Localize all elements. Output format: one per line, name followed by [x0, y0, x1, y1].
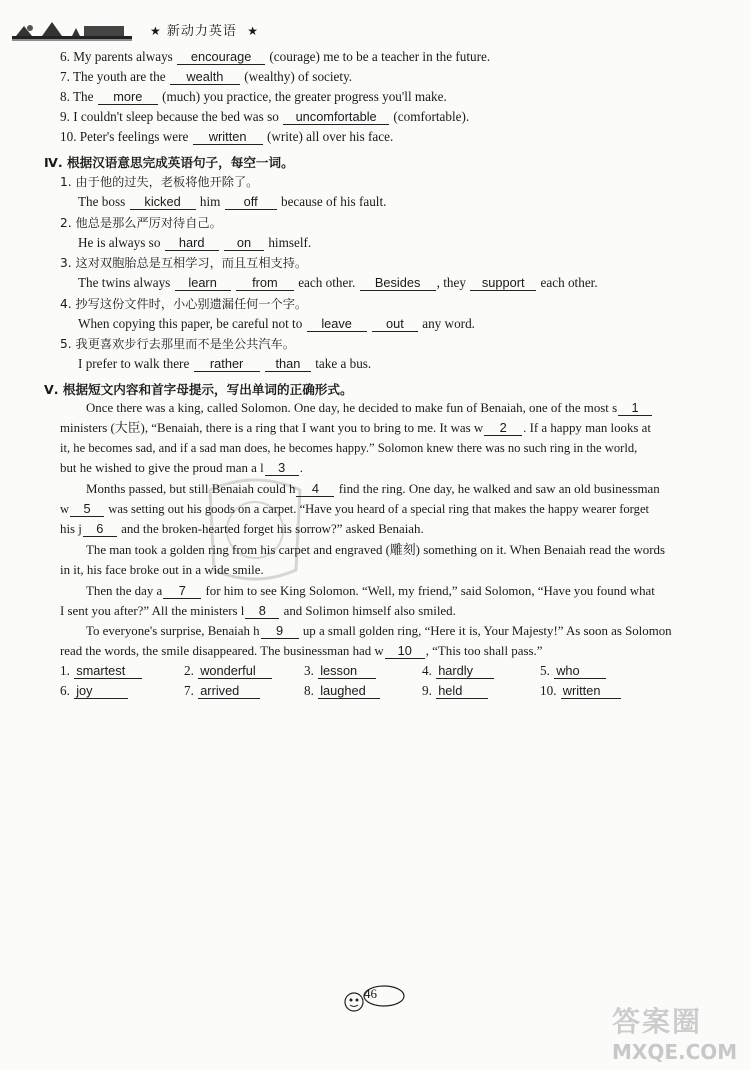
answer-5: 5. who	[540, 663, 607, 679]
stamp-mark	[200, 470, 310, 590]
answer-blank: encourage	[177, 49, 265, 65]
answer-blank: support	[470, 275, 536, 291]
s4-item2-zh: 2. 他总是那么严厉对待自己。	[60, 216, 222, 230]
question-7: 7. The youth are the wealth (wealthy) of society.	[60, 69, 353, 84]
passage-line: Once there was a king, called Solomon. One day, he decided to make fun of Benaiah, one of the most s 1	[86, 399, 653, 417]
watermark	[612, 1000, 742, 1064]
answer-8: 8. laughed	[304, 683, 381, 699]
page-header	[12, 14, 272, 44]
question-9: 9. I couldn't sleep because the bed was so uncomfortable (comfortable).	[60, 109, 470, 124]
passage-line: ministers (大臣), “Benaiah, there is a ring that I want you to bring to me. It was w 2 . If a happy man looks at	[60, 420, 651, 435]
answer-blank: on	[224, 235, 264, 251]
passage-line: w 5 was setting out his goods on a carpet. “Have you heard of a special ring that makes the happy wearer forget	[60, 501, 650, 516]
watermark-url: MXQE.COM	[612, 1040, 738, 1064]
answer-blank: 5	[70, 501, 104, 517]
answer-blank: kicked	[130, 194, 196, 210]
answer-blank: off	[225, 194, 277, 210]
passage-line: To everyone's surprise, Benaiah h 9 up a small golden ring, “Here it is, Your Majesty!” As soon as Solomon	[86, 623, 672, 638]
section-4-title: Ⅳ. 根据汉语意思完成英语句子，每空一词。	[44, 155, 294, 170]
answer-blank: 9	[261, 623, 299, 639]
answer-1: 1. smartest	[60, 663, 143, 679]
passage-line: Months passed, but still Benaiah could h 4 find the ring. One day, he walked and saw an old businessman	[86, 481, 660, 496]
passage-line: it, he becomes sad, and if a sad man does, he becomes happy.” Solomon knew there was no such ring in the world,	[60, 441, 638, 455]
answer-9: 9. held	[422, 683, 489, 699]
answer-6: 6. joy	[60, 683, 129, 699]
answer-blank: hard	[165, 235, 219, 251]
passage-line: read the words, the smile disappeared. The businessman had w 10 , “This too shall pass.”	[60, 643, 543, 658]
answer-blank: Besides	[360, 275, 436, 291]
answer-blank: out	[372, 316, 418, 332]
answer-blank: 6	[83, 521, 117, 537]
s4-item3-zh: 3. 这对双胞胎总是互相学习，而且互相支持。	[60, 256, 308, 270]
header-decoration	[12, 20, 132, 42]
question-6: 6. My parents always encourage (courage) me to be a teacher in the future.	[60, 49, 491, 64]
answer-10: 10. written	[540, 683, 622, 699]
answer-blank: 10	[385, 643, 425, 659]
answer-blank: 4	[296, 481, 334, 497]
answer-blank: leave	[307, 316, 367, 332]
s4-item1-zh: 1. 由于他的过失，老板将他开除了。	[60, 175, 259, 189]
star-icon: ★	[247, 24, 259, 38]
passage-line: his j 6 and the broken-hearted forget his sorrow?” asked Benaiah.	[60, 521, 424, 536]
book-title: 新动力英语	[166, 24, 237, 39]
s4-item4-zh: 4. 抄写这份文件时，小心别遗漏任何一个字。	[60, 297, 308, 311]
watermark-logo: 答案圈	[612, 1005, 703, 1038]
passage-line: Then the day a 7 for him to see King Solomon. “Well, my friend,” said Solomon, “Have you found what	[86, 583, 655, 598]
answer-blank: 7	[163, 583, 201, 599]
star-icon: ★	[150, 24, 162, 38]
answer-blank: learn	[175, 275, 231, 291]
question-8: 8. The more (much) you practice, the greater progress you'll make.	[60, 89, 447, 104]
s4-item4-en: When copying this paper, be careful not to leave out any word.	[78, 316, 475, 331]
answer-blank: 3	[265, 460, 299, 476]
answer-blank: 2	[484, 420, 522, 436]
passage-line: I sent you after?” All the ministers l 8 and Solimon himself also smiled.	[60, 603, 456, 618]
passage-line: but he wished to give the proud man a l 3 .	[60, 460, 303, 475]
answer-7: 7. arrived	[184, 683, 261, 699]
section-5-title: Ⅴ. 根据短文内容和首字母提示，写出单词的正确形式。	[44, 382, 353, 397]
answer-blank: 1	[618, 400, 652, 416]
passage-line: The man took a golden ring from his carpet and engraved (雕刻) something on it. When Benaiah read the words	[86, 543, 665, 557]
answer-3: 3. lesson	[304, 663, 377, 679]
answer-4: 4. hardly	[422, 663, 495, 679]
s4-item5-zh: 5. 我更喜欢步行去那里而不是坐公共汽车。	[60, 337, 295, 351]
question-10: 10. Peter's feelings were written (write) all over his face.	[60, 129, 394, 144]
answer-blank: written	[193, 129, 263, 145]
s4-item2-en: He is always so hard on himself.	[78, 235, 312, 250]
answer-2: 2. wonderful	[184, 663, 273, 679]
answer-blank: from	[236, 275, 294, 291]
s4-item1-en: The boss kicked him off because of his fault.	[78, 194, 387, 209]
passage-line: in it, his face broke out in a wide smile.	[60, 563, 264, 577]
s4-item5-en: I prefer to walk there rather than take a bus.	[78, 356, 372, 371]
page-number: 46	[364, 986, 377, 1001]
answer-blank: 8	[245, 603, 279, 619]
answer-blank: than	[265, 356, 311, 372]
answer-blank: rather	[194, 356, 260, 372]
answer-blank: more	[98, 89, 158, 105]
s4-item3-en: The twins always learn from each other. Besides , they support each other.	[78, 275, 598, 290]
answer-blank: wealth	[170, 69, 240, 85]
answer-blank: uncomfortable	[283, 109, 389, 125]
